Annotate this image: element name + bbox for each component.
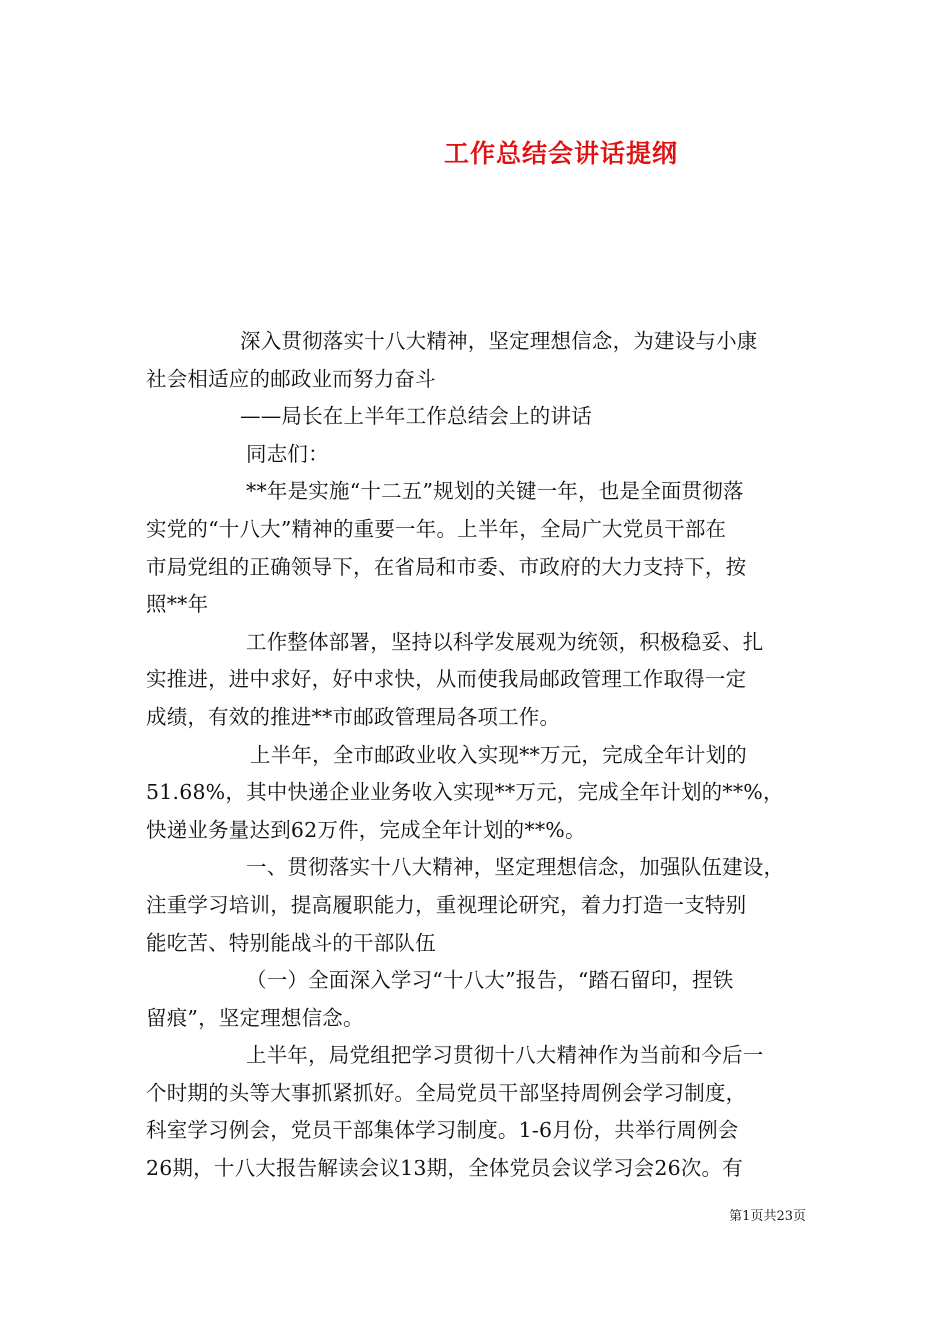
text-line: ——局长在上半年工作总结会上的讲话: [240, 404, 592, 429]
text-line: 上半年，全市邮政业收入实现**万元，完成全年计划的: [250, 742, 747, 767]
document-body: [146, 323, 810, 1188]
text-line: 成绩，有效的推进**市邮政管理局各项工作。: [146, 704, 561, 729]
text-line: 注重学习培训，提高履职能力，重视理论研究，着力打造一支特别: [146, 892, 747, 917]
page-footer: 第1页共23页: [729, 1209, 806, 1224]
text-line: 快递业务量达到62万件，完成全年计划的**%。: [146, 817, 586, 842]
text-line: 同志们：: [246, 441, 329, 466]
text-line: 上半年，局党组把学习贯彻十八大精神作为当前和今后一: [246, 1043, 764, 1068]
text-line: 一、贯彻落实十八大精神，坚定理想信念，加强队伍建设，: [246, 855, 785, 880]
text-line: （一）全面深入学习“十八大”报告，“踏石留印，捏铁: [246, 968, 734, 993]
text-line: 51.68%，其中快递企业业务收入实现**万元，完成全年计划的**%，: [146, 780, 784, 805]
text-line: 照**年: [146, 592, 209, 617]
text-line: 市局党组的正确领导下，在省局和市委、市政府的大力支持下，按: [146, 554, 747, 579]
text-line: 实党的“十八大”精神的重要一年。上半年，全局广大党员干部在: [146, 516, 727, 541]
text-line: 深入贯彻落实十八大精神，坚定理想信念，为建设与小康: [240, 329, 758, 353]
text-line: 工作整体部署，坚持以科学发展观为统领，积极稳妥、扎: [246, 629, 764, 654]
text-line: 留痕”，坚定理想信念。: [146, 1005, 364, 1030]
text-line: 实推进，进中求好，好中求快，从而使我局邮政管理工作取得一定: [146, 667, 747, 692]
text-line: 社会相适应的邮政业而努力奋斗: [146, 366, 436, 391]
text-line: **年是实施“十二五”规划的关键一年，也是全面贯彻落: [246, 479, 744, 504]
document-title: 工作总结会讲话提纲: [443, 139, 678, 168]
text-line: 科室学习例会，党员干部集体学习制度。1-6月份，共举行周例会: [146, 1118, 739, 1143]
text-line: 26期，十八大报告解读会议13期，全体党员会议学习会26次。有: [146, 1156, 743, 1181]
text-line: 个时期的头等大事抓紧抓好。全局党员干部坚持周例会学习制度，: [146, 1080, 747, 1105]
text-line: 能吃苦、特别能战斗的干部队伍: [146, 930, 436, 955]
